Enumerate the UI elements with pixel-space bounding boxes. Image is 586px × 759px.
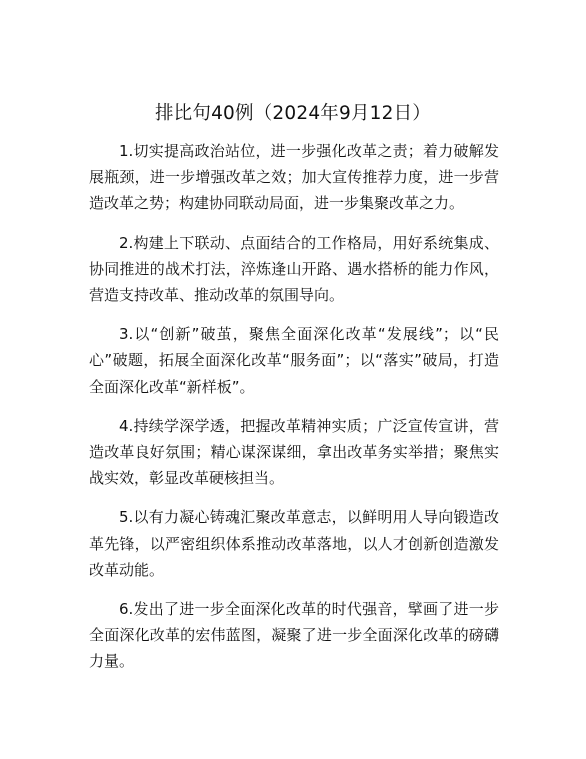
document-body xyxy=(89,138,499,688)
paragraph-5: 5.以有力凝心铸魂汇聚改革意志，以鲜明用人导向锻造改革先锋，以严密组织体系推动改革落地，以人才创新创造激发改革动能。 xyxy=(89,508,499,579)
paragraph-1: 1.切实提高政治站位，进一步强化改革之责；着力破解发展瓶颈，进一步增强改革之效；加大宣传推荐力度，进一步营造改革之势；构建协同联动局面，进一步集聚改革之力。 xyxy=(89,142,499,213)
paragraph-4: 4.持续学深学透，把握改革精神实质；广泛宣传宣讲，营造改革良好氛围；精心谋深谋细，拿出改革务实举措；聚焦实战实效，彰显改革硬核担当。 xyxy=(89,416,499,488)
document-title: 排比句40例（2024年9月12日） xyxy=(154,103,432,124)
paragraph-2: 2.构建上下联动、点面结合的工作格局，用好系统集成、协同推进的战术打法，淬炼逢山开路、遇水搭桥的能力作风，营造支持改革、推动改革的氛围导向。 xyxy=(89,233,499,305)
paragraph-6: 6.发出了进一步全面深化改革的时代强音，擘画了进一步全面深化改革的宏伟蓝图，凝聚了进一步全面深化改革的磅礴力量。 xyxy=(89,600,499,671)
paragraph-3: 3.以“创新”破茧，聚焦全面深化改革“发展线”；以“民心”破题，拓展全面深化改革“服务面”；以“落实”破局，打造全面深化改革“新样板”。 xyxy=(89,325,499,396)
